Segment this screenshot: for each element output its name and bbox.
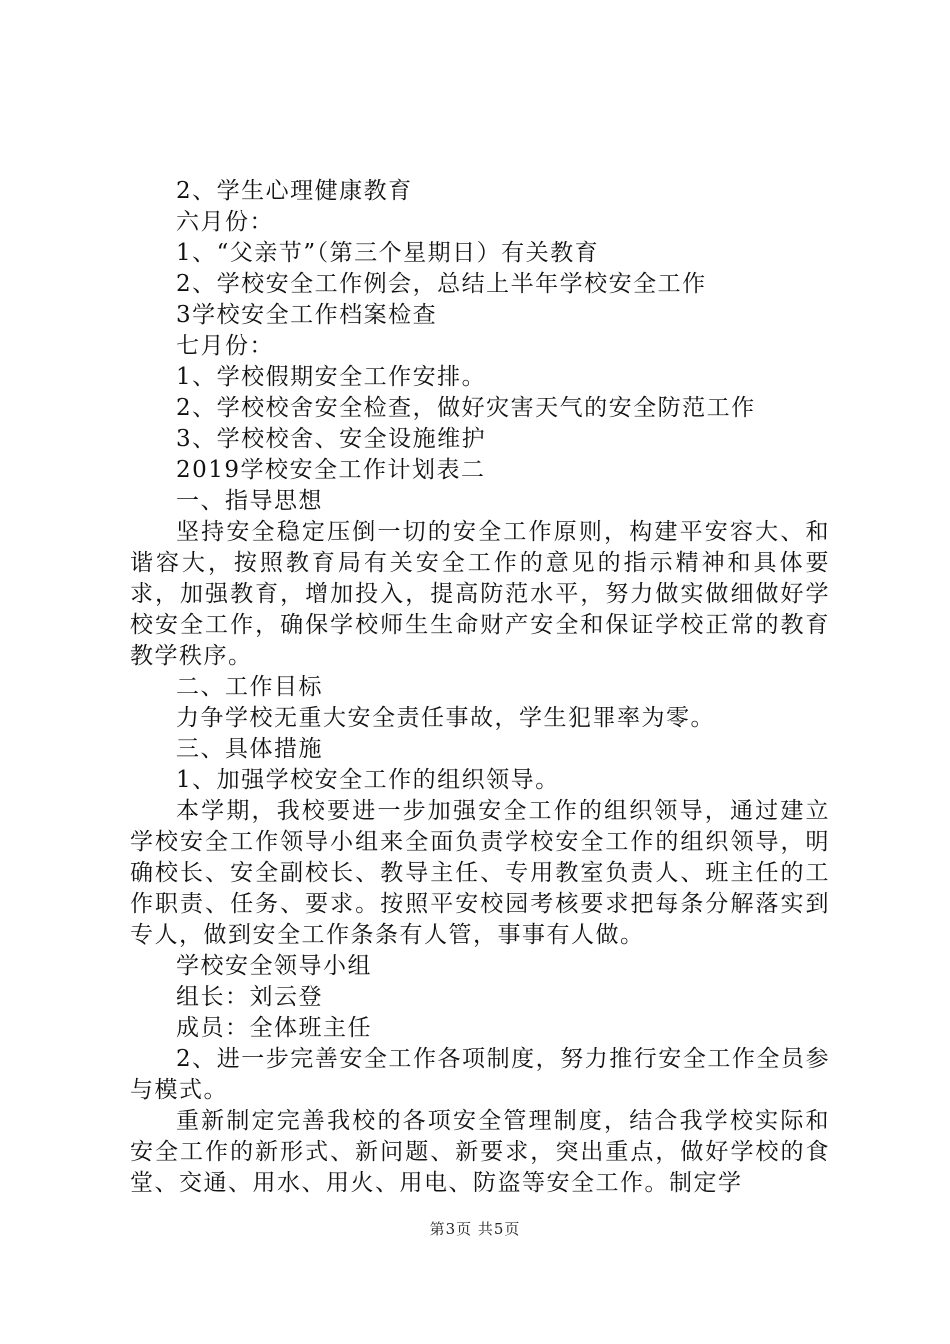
page-number-footer: 第3页 共5页 <box>429 1220 521 1238</box>
paragraph-guiding-thought: 坚持安全稳定压倒一切的安全工作原则，构建平安容大、和谐容大，按照教育局有关安全工作的意见的指示精神和具体要求，加强教育，增加投入，提高防范水平，努力做实做细做好学校安全工作，确保学校师生生命财产安全和保证学校正常的教育教学秩序。 <box>130 519 830 669</box>
paragraph-measure-2: 2、进一步完善安全工作各项制度，努力推行安全工作全员参与模式。 <box>130 1046 830 1103</box>
text-line: 六月份： <box>176 209 274 235</box>
text-line: 2、学校校舍安全检查，做好灾害天气的安全防范工作 <box>176 395 756 421</box>
text-line: 2、学校安全工作例会，总结上半年学校安全工作 <box>176 271 707 297</box>
text-line-measure-1: 1、加强学校安全工作的组织领导。 <box>176 767 560 793</box>
text-line-group-members: 成员：全体班主任 <box>176 1015 372 1041</box>
section-title: 2019学校安全工作计划表二 <box>176 457 486 483</box>
text-line: 1、“父亲节”（第三个星期日）有关教育 <box>176 240 600 266</box>
text-line-goal: 力争学校无重大安全责任事故，学生犯罪率为零。 <box>176 705 715 731</box>
text-line: 1、学校假期安全工作安排。 <box>176 364 487 390</box>
text-line: 3、学校校舍、安全设施维护 <box>176 426 487 452</box>
document-body <box>130 176 830 1199</box>
paragraph-measure-1: 本学期，我校要进一步加强安全工作的组织领导，通过建立学校安全工作领导小组来全面负责学校安全工作的组织领导，明确校长、安全副校长、教导主任、专用教室负责人、班主任的工作职责、任务、要求。按照平安校园考核要求把每条分解落实到专人，做到安全工作条条有人管，事事有人做。 <box>130 798 830 948</box>
text-line: 2、学生心理健康教育 <box>176 178 413 204</box>
paragraph-measure-2-detail: 重新制定完善我校的各项安全管理制度，结合我学校实际和安全工作的新形式、新问题、新要求，突出重点，做好学校的食堂、交通、用水、用火、用电、防盗等安全工作。制定学 <box>130 1108 830 1196</box>
heading-work-goal: 二、工作目标 <box>176 674 323 700</box>
text-line-group-leader: 组长：刘云登 <box>176 984 323 1010</box>
text-line: 3学校安全工作档案检查 <box>176 302 438 328</box>
text-line-group-title: 学校安全领导小组 <box>176 953 372 979</box>
text-line: 七月份： <box>176 333 274 359</box>
heading-guiding-thought: 一、指导思想 <box>176 488 323 514</box>
heading-specific-measures: 三、具体措施 <box>176 736 323 762</box>
